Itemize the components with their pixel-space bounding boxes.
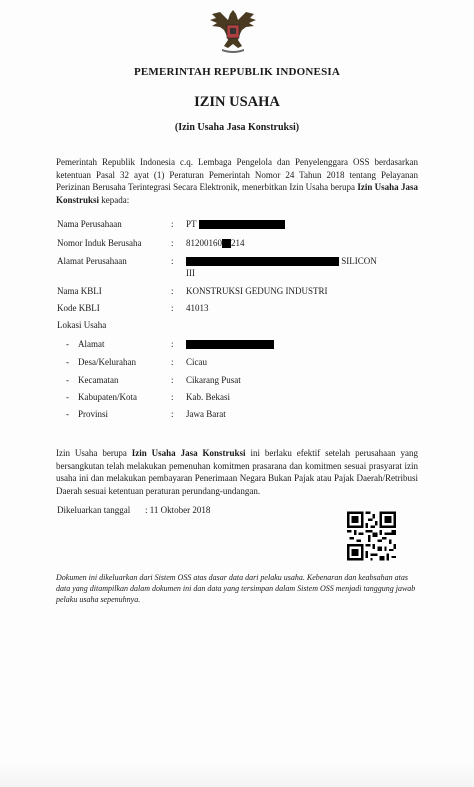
government-heading: PEMERINTAH REPUBLIK INDONESIA [133, 66, 341, 78]
company-name-label: Nama Perusahaan [57, 219, 122, 229]
district-label: Kecamatan [78, 375, 119, 385]
colon: : [171, 339, 174, 349]
intro-tail: kepada: [99, 194, 130, 205]
colon: : [171, 392, 174, 402]
redaction-bar [222, 239, 231, 248]
validity-paragraph [56, 447, 418, 497]
issued-label: Dikeluarkan tanggal [57, 505, 131, 515]
validity-text: ini berlaku efektif setelah perusahaan yang bersangkutan telah melakukan pemenuhan komitmen prasarana dan komitmen sesuai prasyarat izin usaha ini dan melakukan pembayaran Penerimaan Negara Bukan Pajak atau Pajak Daerah/Retribusi Daerah sesuai ketentuan peraturan perundang-undangan. [56, 448, 418, 496]
kbli-name-label: Nama KBLI [57, 286, 102, 296]
regency-label: Kabupaten/Kota [78, 392, 137, 402]
colon: : [171, 375, 174, 385]
province-value: Jawa Barat [186, 409, 226, 419]
location-heading: Lokasi Usaha [57, 320, 107, 330]
intro-bold: Izin Usaha Jasa Konstruksi [56, 182, 419, 205]
address-value [186, 255, 377, 267]
kbli-name-value: KONSTRUKSI GEDUNG INDUSTRI [186, 286, 328, 296]
kbli-code-value: 41013 [186, 303, 209, 313]
company-name-prefix: PT [186, 219, 197, 229]
dash: - [66, 375, 69, 385]
validity-lead: Izin Usaha berupa [56, 448, 132, 458]
address-end: SILICON [341, 256, 377, 266]
document-title: IZIN USAHA [194, 94, 280, 110]
colon: : [171, 256, 174, 266]
colon: : [171, 409, 174, 419]
nib-label: Nomor Induk Berusaha [57, 238, 142, 248]
colon: : [171, 219, 174, 229]
validity-bold: Izin Usaha Jasa Konstruksi [131, 448, 246, 458]
garuda-emblem-icon [206, 4, 260, 54]
company-name-value [186, 218, 285, 230]
district-value: Cikarang Pusat [186, 375, 241, 385]
dash: - [66, 392, 69, 402]
colon: : [171, 286, 174, 296]
regency-value: Kab. Bekasi [186, 392, 230, 402]
dash: - [66, 357, 69, 367]
footer-disclaimer: Dokumen ini dikeluarkan dari Sistem OSS atas dasar data dari pelaku usaha. Kebenaran dan keabsahan atas data yang ditampilkan dalam dokumen ini dan data yang tersimpan dalam Sistem OSS menjadi tanggung jawab pelaku usaha sepenuhnya. [56, 573, 416, 604]
address-label: Alamat Perusahaan [57, 256, 127, 266]
qr-code-icon [347, 511, 396, 561]
redaction-bar [199, 220, 285, 229]
location-address-label: Alamat [78, 339, 105, 349]
page-edge [0, 760, 474, 787]
redaction-bar [186, 340, 274, 349]
colon: : [171, 303, 174, 313]
issued-date: : 11 Oktober 2018 [145, 505, 211, 515]
intro-paragraph [56, 156, 418, 206]
intro-text: Pemerintah Republik Indonesia c.q. Lembaga Pengelola dan Penyelenggara OSS berdasarkan ketentuan Pasal 32 ayat (1) Peraturan Pemerintah Nomor 24 Tahun 2018 tentang Pelayanan Perizinan Berusaha Terintegrasi Secara Elektronik, menerbitkan Izin Usaha berupa [56, 157, 418, 193]
province-label: Provinsi [78, 409, 109, 419]
colon: : [171, 238, 174, 248]
kbli-code-label: Kode KBLI [57, 303, 100, 313]
village-value: Cicau [186, 357, 207, 367]
colon: : [171, 357, 174, 367]
redaction-bar [186, 257, 339, 266]
address-line2: III [186, 268, 195, 278]
nib-start: 81200160 [186, 238, 222, 248]
location-address-value [186, 338, 274, 350]
nib-value [186, 237, 245, 249]
document-subtitle: (Izin Usaha Jasa Konstruksi) [174, 122, 300, 133]
dash: - [66, 339, 69, 349]
nib-end: 214 [231, 238, 245, 248]
dash: - [66, 409, 69, 419]
village-label: Desa/Kelurahan [78, 357, 136, 367]
